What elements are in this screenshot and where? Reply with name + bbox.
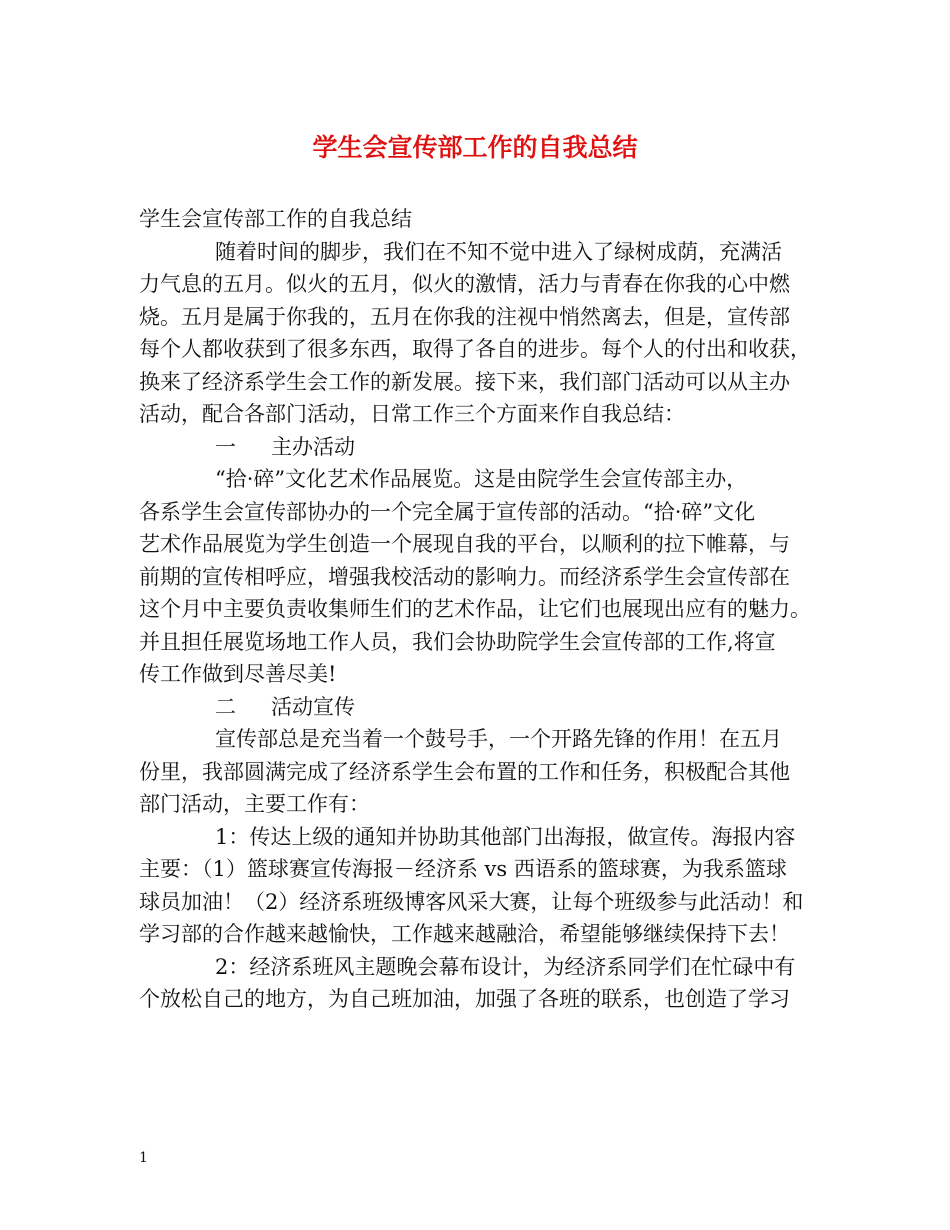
text-line: “拾·碎”文化艺术作品展览。这是由院学生会宣传部主办，	[215, 467, 748, 491]
text-line: 主要：（1）篮球赛宣传海报－经济系 vs 西语系的篮球赛，为我系篮球	[139, 857, 787, 881]
section-number: 一	[215, 434, 236, 459]
text-line: 传工作做到尽善尽美!	[139, 662, 337, 686]
text-line: 宣传部总是充当着一个鼓号手，一个开路先锋的作用！在五月	[215, 727, 782, 751]
paragraph-intro	[139, 236, 829, 431]
text-line: 份里，我部圆满完成了经济系学生会布置的工作和任务，积极配合其他	[139, 759, 790, 784]
document-title: 学生会宣传部工作的自我总结	[312, 133, 638, 162]
text-line: 力气息的五月。似火的五月，似火的激情，活力与青春在你我的心中燃	[139, 272, 790, 296]
text-line: 2：经济系班风主题晚会幕布设计，为经济系同学们在忙碌中有	[215, 954, 796, 979]
text-line: 随着时间的脚步，我们在不知不觉中进入了绿树成荫，充满活	[215, 239, 782, 264]
text-line: 球员加油！（2）经济系班级博客风采大赛，让每个班级参与此活动！和	[139, 889, 804, 914]
text-line: 各系学生会宣传部协办的一个完全属于宣传部的活动。“拾·碎”文化	[139, 499, 756, 524]
section-heading-1	[139, 431, 829, 464]
document-subtitle: 学生会宣传部工作的自我总结	[139, 207, 412, 231]
text-line: 学习部的合作越来越愉快，工作越来越融洽，希望能够继续保持下去！	[139, 922, 790, 946]
paragraph-exhibition	[139, 463, 829, 691]
text-line: 并且担任展览场地工作人员，我们会协助院学生会宣传部的工作,将宣	[139, 629, 776, 654]
text-line: 这个月中主要负责收集师生们的艺术作品，让它们也展现出应有的魅力。	[139, 597, 811, 621]
paragraph-publicity	[139, 723, 829, 1016]
text-line: 艺术作品展览为学生创造一个展现自我的平台，以顺利的拉下帷幕，与	[139, 532, 790, 556]
section-number: 二	[215, 694, 236, 719]
page-number: 1	[139, 1150, 148, 1166]
text-line: 活动，配合各部门活动，日常工作三个方面来作自我总结：	[139, 402, 685, 426]
section-label: 主办活动	[271, 434, 355, 459]
text-line: 烧。五月是属于你我的，五月在你我的注视中悄然离去，但是，宣传部	[139, 304, 790, 329]
text-line: 个放松自己的地方，为自己班加油，加强了各班的联系，也创造了学习	[139, 987, 790, 1011]
text-line: 部门活动，主要工作有：	[139, 792, 370, 816]
document-body	[139, 203, 829, 1016]
text-line: 前期的宣传相呼应，增强我校活动的影响力。而经济系学生会宣传部在	[139, 564, 790, 589]
section-label: 活动宣传	[271, 694, 355, 719]
text-line: 每个人都收获到了很多东西，取得了各自的进步。每个人的付出和收获，	[139, 337, 811, 361]
text-line: 1：传达上级的通知并协助其他部门出海报，做宣传。海报内容	[215, 824, 796, 849]
text-line: 换来了经济系学生会工作的新发展。接下来，我们部门活动可以从主办	[139, 369, 790, 394]
section-heading-2	[139, 691, 829, 724]
